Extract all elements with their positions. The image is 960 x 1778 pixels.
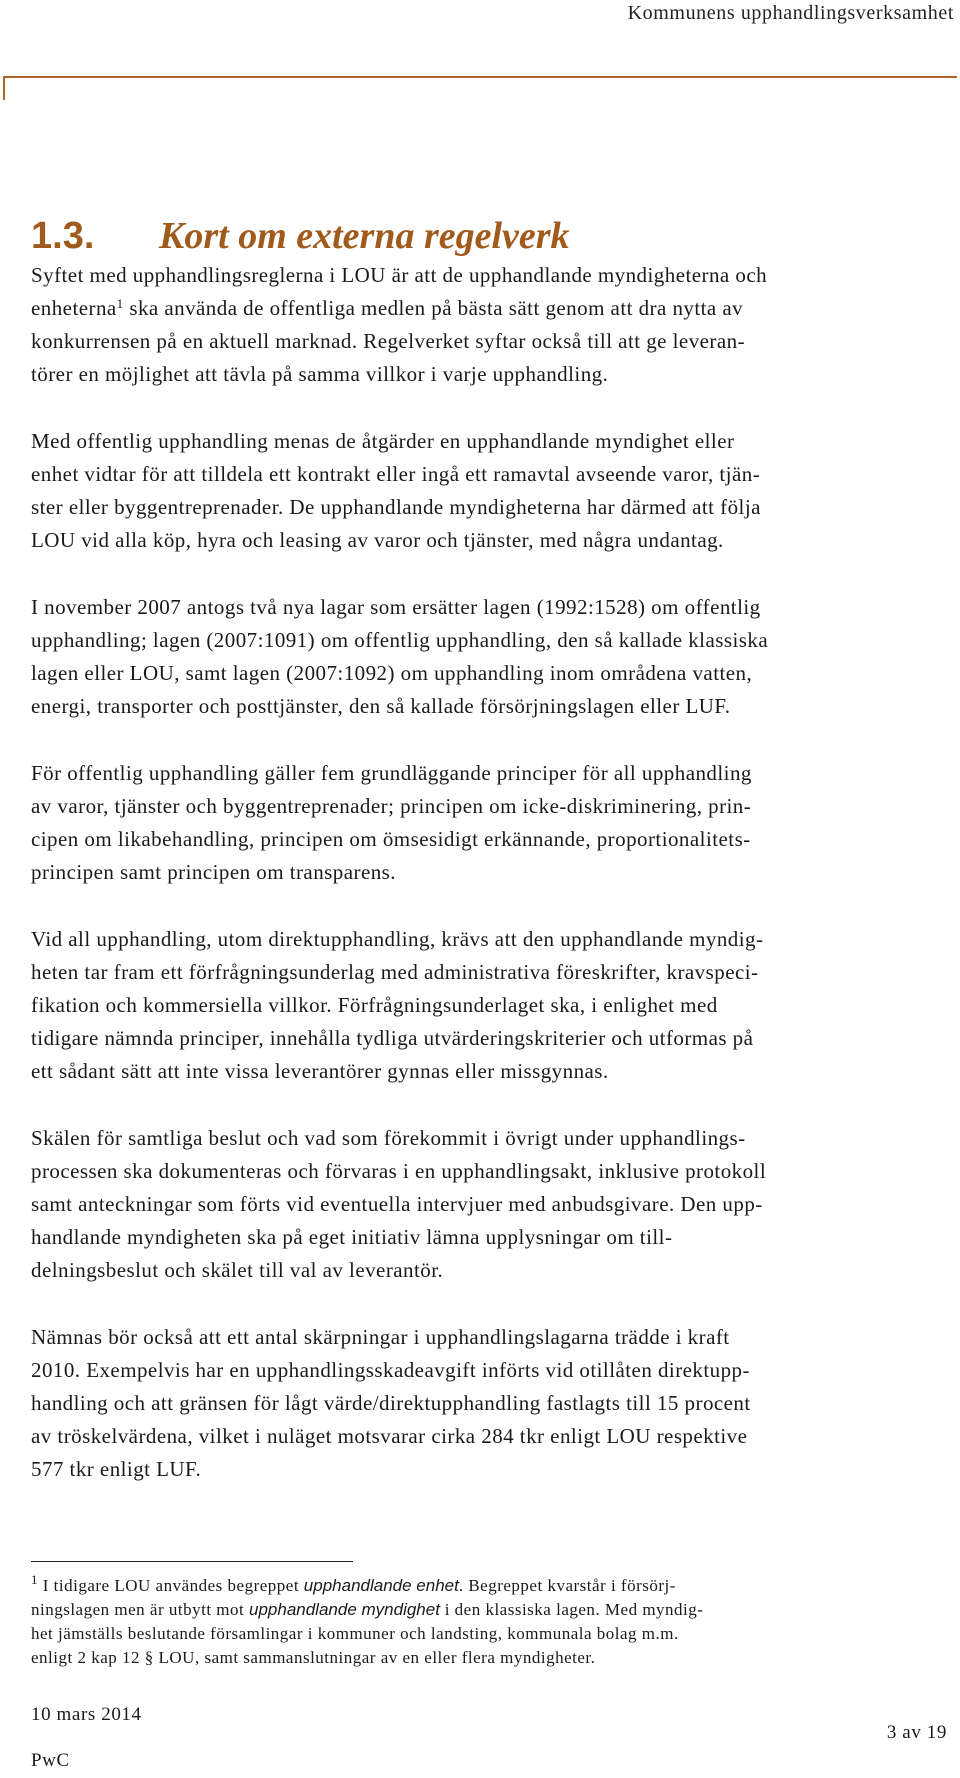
text-line: Skälen för samtliga beslut och vad som förekommit i övrigt under upphandlings- [31,1126,746,1150]
text-line: LOU vid alla köp, hyra och leasing av varor och tjänster, med några undantag. [31,528,724,552]
text-line: lagen eller LOU, samt lagen (2007:1092) om upphandling inom områdena vatten, [31,661,753,685]
footnote-line [31,1574,931,1598]
page-number: 3 av 19 [886,1722,947,1743]
text-line: Nämnas bör också att ett antal skärpningar i upphandlingslagarna trädde i kraft [31,1325,730,1349]
header-rule-tick [3,76,5,100]
text-line: heten tar fram ett förfrågningsunderlag med administrativa föreskrifter, kravspeci- [31,960,759,984]
text-line [31,292,960,325]
section-title: Kort om externa regelverk [159,215,570,257]
paragraph-6 [31,1122,960,1287]
text-line: upphandling; lagen (2007:1091) om offentlig upphandling, den så kallade klassiska [31,628,769,652]
text-line: ett sådant sätt att inte vissa leverantörer gynnas eller missgynnas. [31,1059,609,1083]
footer-company: PwC [31,1750,70,1771]
text-line: energi, transporter och posttjänster, den så kallade försörjningslagen eller LUF. [31,694,731,718]
text-line: konkurrensen på en aktuell marknad. Regelverket syftar också till att ge leveran- [31,329,746,353]
text-line: handling och att gränsen för lågt värde/direktupphandling fastlagts till 15 procent [31,1391,751,1415]
paragraph-5 [31,923,960,1088]
text-line: I november 2007 antogs två nya lagar som ersätter lagen (1992:1528) om offentlig [31,595,761,619]
emphasis: upphandlande myndighet [249,1600,440,1619]
footnote-line: enligt 2 kap 12 § LOU, samt sammanslutningar av en eller flera myndigheter. [31,1648,596,1667]
section-number: 1.3. [31,215,95,257]
text-line: samt anteckningar som förts vid eventuella intervjuer med anbudsgivare. Den upp- [31,1192,763,1216]
text-fragment: enheterna [31,296,117,320]
text-line: enhet vidtar för att tilldela ett kontrakt eller ingå ett ramavtal avseende varor, tjän- [31,462,761,486]
text-line: fikation och kommersiella villkor. Förfrågningsunderlaget ska, i enlighet med [31,993,718,1017]
text-fragment: . Begreppet kvarstår i försörj- [458,1576,676,1595]
text-line: processen ska dokumenteras och förvaras i en upphandlingsakt, inklusive protokoll [31,1159,767,1183]
paragraph-1 [31,259,960,391]
main-content [31,213,960,1520]
text-line: av varor, tjänster och byggentreprenader; principen om icke-diskriminering, prin- [31,794,752,818]
footnote-separator [31,1561,353,1562]
text-line: törer en möjlighet att tävla på samma villkor i varje upphandling. [31,362,609,386]
footnote-marker: 1 [31,1572,38,1587]
paragraph-2 [31,425,960,557]
text-line: 2010. Exempelvis har en upphandlingsskadeavgift införts vid otillåten direktupp- [31,1358,750,1382]
text-line: 577 tkr enligt LUF. [31,1457,202,1481]
paragraph-4 [31,757,960,889]
text-line: cipen om likabehandling, principen om ömsesidigt erkännande, proportionalitets- [31,827,751,851]
text-line: delningsbeslut och skälet till val av leverantör. [31,1258,444,1282]
text-line: För offentlig upphandling gäller fem grundläggande principer för all upphandling [31,761,752,785]
text-fragment: ningslagen men är utbytt mot [31,1600,249,1619]
paragraph-7 [31,1321,960,1486]
running-header: Kommunens upphandlingsverksamhet [627,2,954,24]
section-heading [31,213,960,259]
paragraph-3 [31,591,960,723]
text-line: principen samt principen om transparens. [31,860,396,884]
text-line: handlande myndigheten ska på eget initiativ lämna upplysningar om till- [31,1225,673,1249]
text-line: Med offentlig upphandling menas de åtgärder en upphandlande myndighet eller [31,429,735,453]
footnote [31,1574,931,1670]
text-line: Vid all upphandling, utom direktupphandling, krävs att den upphandlande myndig- [31,927,764,951]
text-fragment: i den klassiska lagen. Med myndig- [439,1600,704,1619]
text-line: av tröskelvärdena, vilket i nuläget motsvarar cirka 284 tkr enligt LOU respektive [31,1424,748,1448]
footnote-line [31,1598,931,1622]
text-line: Syftet med upphandlingsreglerna i LOU är att de upphandlande myndigheterna och [31,263,768,287]
emphasis: upphandlande enhet [303,1576,459,1595]
footer-date: 10 mars 2014 [31,1704,142,1725]
text-fragment: I tidigare LOU användes begreppet [38,1576,304,1595]
header-rule [3,76,957,78]
footnote-reference[interactable]: 1 [116,296,124,311]
text-fragment: ska använda de offentliga medlen på bästa sätt genom att dra nytta av [123,296,744,320]
footnote-line: het jämställs beslutande församlingar i kommuner och landsting, kommunala bolag m.m. [31,1624,679,1643]
text-line: ster eller byggentreprenader. De upphandlande myndigheterna har därmed att följa [31,495,761,519]
text-line: tidigare nämnda principer, innehålla tydliga utvärderingskriterier och utformas på [31,1026,754,1050]
